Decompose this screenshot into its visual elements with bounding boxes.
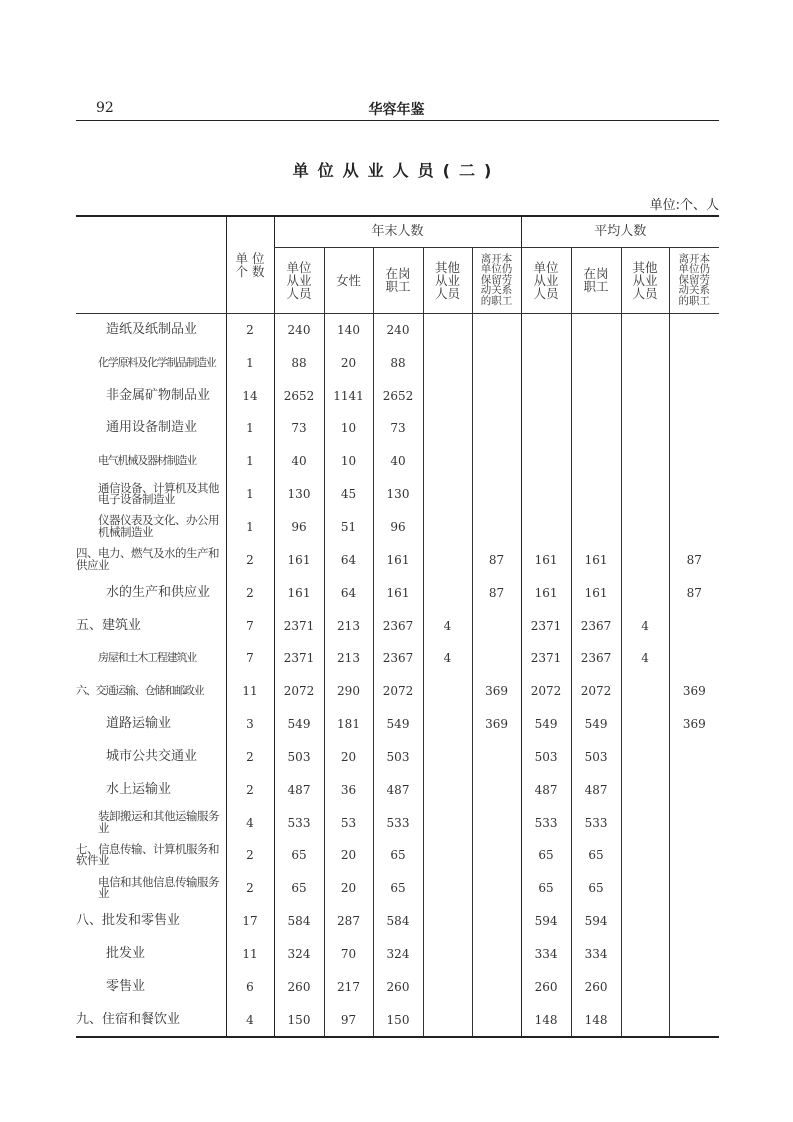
year_end-col-header: 离开本 单位仍 保留劳 动关系 的职工	[472, 247, 521, 313]
value-cell: 7	[226, 642, 274, 675]
table-row	[76, 511, 719, 544]
value-cell	[621, 938, 669, 971]
value-cell	[423, 839, 472, 872]
value-cell: 65	[571, 839, 621, 872]
table-row	[76, 938, 719, 971]
industry-name: 仪器仪表及文化、办公用机械制造业	[98, 513, 219, 539]
value-cell: 549	[571, 708, 621, 741]
value-cell: 88	[373, 346, 423, 379]
employment-table	[76, 215, 719, 1038]
value-cell: 70	[324, 938, 373, 971]
industry-name: 通信设备、计算机及其他电子设备制造业	[98, 480, 219, 507]
table-row	[76, 642, 719, 675]
industry-name: 房屋和土木工程建筑业	[98, 651, 196, 665]
table-row	[76, 872, 719, 905]
table-row	[76, 708, 719, 741]
industry-name: 零售业	[106, 978, 146, 994]
page-number: 92	[96, 100, 114, 116]
table-row	[76, 609, 719, 642]
value-cell	[472, 872, 521, 905]
value-cell: 150	[274, 1003, 324, 1037]
value-cell: 53	[324, 806, 373, 839]
value-cell: 4	[621, 642, 669, 675]
year_end-col-header: 单位 从业 人员	[274, 247, 324, 313]
value-cell: 2367	[373, 609, 423, 642]
year_end-col-header: 其他 从业 人员	[423, 247, 472, 313]
value-cell: 549	[521, 708, 571, 741]
value-cell: 290	[324, 675, 373, 708]
value-cell: 1	[226, 412, 274, 445]
value-cell: 1	[226, 478, 274, 511]
value-cell	[669, 872, 719, 905]
row-header-corner	[76, 216, 226, 313]
value-cell: 17	[226, 905, 274, 938]
value-cell: 2072	[373, 675, 423, 708]
value-cell	[521, 412, 571, 445]
table-title: 单位从业人员(二)	[292, 161, 501, 180]
value-cell	[472, 740, 521, 773]
industry-name: 装卸搬运和其他运输服务业	[98, 809, 219, 835]
value-cell: 6	[226, 970, 274, 1003]
value-cell	[472, 346, 521, 379]
value-cell: 4	[226, 1003, 274, 1037]
value-cell: 1	[226, 346, 274, 379]
value-cell: 594	[521, 905, 571, 938]
value-cell: 4	[423, 609, 472, 642]
value-cell: 40	[373, 445, 423, 478]
average-col-header: 离开本 单位仍 保留劳 动关系 的职工	[669, 247, 719, 313]
value-cell: 584	[274, 905, 324, 938]
value-cell: 2371	[521, 609, 571, 642]
value-cell	[621, 1003, 669, 1037]
value-cell	[669, 773, 719, 806]
value-cell	[571, 313, 621, 346]
value-cell	[472, 478, 521, 511]
value-cell: 45	[324, 478, 373, 511]
value-cell: 20	[324, 740, 373, 773]
value-cell: 260	[373, 970, 423, 1003]
table-row	[76, 740, 719, 773]
value-cell	[423, 576, 472, 609]
value-cell: 11	[226, 938, 274, 971]
value-cell: 36	[324, 773, 373, 806]
table-row	[76, 576, 719, 609]
value-cell	[621, 740, 669, 773]
value-cell: 64	[324, 576, 373, 609]
value-cell	[423, 905, 472, 938]
value-cell: 65	[571, 872, 621, 905]
table-row	[76, 412, 719, 445]
industry-name: 九、住宿和餐饮业	[76, 1011, 181, 1027]
value-cell: 2072	[521, 675, 571, 708]
value-cell: 324	[274, 938, 324, 971]
value-cell	[571, 511, 621, 544]
value-cell: 240	[274, 313, 324, 346]
value-cell	[472, 609, 521, 642]
value-cell: 213	[324, 642, 373, 675]
value-cell: 2072	[274, 675, 324, 708]
value-cell	[621, 511, 669, 544]
running-header: 华容年鉴	[368, 102, 425, 118]
industry-name: 水的生产和供应业	[106, 584, 211, 600]
value-cell	[423, 445, 472, 478]
header-unit-count: 单 位 个 数	[226, 216, 274, 313]
value-cell: 87	[472, 543, 521, 576]
year_end-col-header: 在岗 职工	[373, 247, 423, 313]
value-cell: 2	[226, 576, 274, 609]
value-cell	[621, 675, 669, 708]
value-cell: 65	[274, 839, 324, 872]
value-cell: 161	[373, 543, 423, 576]
value-cell: 240	[373, 313, 423, 346]
value-cell	[472, 839, 521, 872]
value-cell: 51	[324, 511, 373, 544]
header-year-end: 年末人数	[274, 216, 521, 247]
value-cell: 96	[373, 511, 423, 544]
value-cell	[472, 1003, 521, 1037]
value-cell: 148	[571, 1003, 621, 1037]
value-cell	[472, 773, 521, 806]
value-cell: 87	[669, 543, 719, 576]
value-cell	[621, 970, 669, 1003]
industry-name: 造纸及纸制品业	[106, 321, 198, 337]
header-rule	[76, 120, 719, 121]
value-cell: 3	[226, 708, 274, 741]
value-cell: 334	[571, 938, 621, 971]
value-cell: 161	[571, 543, 621, 576]
value-cell: 2	[226, 839, 274, 872]
table-row	[76, 313, 719, 346]
value-cell: 334	[521, 938, 571, 971]
value-cell: 549	[274, 708, 324, 741]
value-cell: 2	[226, 313, 274, 346]
value-cell: 148	[521, 1003, 571, 1037]
value-cell: 65	[373, 872, 423, 905]
value-cell: 10	[324, 412, 373, 445]
value-cell	[621, 773, 669, 806]
value-cell	[571, 379, 621, 412]
value-cell	[621, 379, 669, 412]
industry-name: 电信和其他信息传输服务业	[98, 874, 219, 901]
value-cell: 87	[669, 576, 719, 609]
value-cell: 64	[324, 543, 373, 576]
value-cell: 549	[373, 708, 423, 741]
table-row	[76, 773, 719, 806]
value-cell: 2367	[571, 609, 621, 642]
value-cell: 11	[226, 675, 274, 708]
value-cell	[423, 511, 472, 544]
table-row	[76, 839, 719, 872]
value-cell: 65	[521, 839, 571, 872]
value-cell	[423, 346, 472, 379]
value-cell	[571, 346, 621, 379]
value-cell	[571, 478, 621, 511]
value-cell	[669, 412, 719, 445]
value-cell: 260	[274, 970, 324, 1003]
value-cell: 503	[521, 740, 571, 773]
value-cell	[423, 806, 472, 839]
value-cell: 260	[571, 970, 621, 1003]
value-cell	[521, 346, 571, 379]
value-cell: 130	[373, 478, 423, 511]
value-cell: 96	[274, 511, 324, 544]
value-cell: 1	[226, 445, 274, 478]
value-cell: 161	[274, 576, 324, 609]
value-cell	[669, 806, 719, 839]
value-cell	[423, 1003, 472, 1037]
value-cell: 503	[274, 740, 324, 773]
industry-name: 通用设备制造业	[106, 420, 198, 436]
value-cell	[669, 970, 719, 1003]
value-cell: 487	[274, 773, 324, 806]
value-cell: 73	[373, 412, 423, 445]
value-cell: 20	[324, 839, 373, 872]
table-row	[76, 379, 719, 412]
value-cell: 161	[571, 576, 621, 609]
value-cell	[423, 543, 472, 576]
value-cell	[621, 445, 669, 478]
industry-name: 八、批发和零售业	[76, 913, 181, 929]
value-cell	[669, 478, 719, 511]
table-row	[76, 675, 719, 708]
value-cell	[472, 313, 521, 346]
value-cell: 2	[226, 740, 274, 773]
value-cell: 584	[373, 905, 423, 938]
unit-label: 单位:个、人	[649, 198, 719, 213]
value-cell	[669, 511, 719, 544]
value-cell: 181	[324, 708, 373, 741]
value-cell: 2	[226, 543, 274, 576]
value-cell: 88	[274, 346, 324, 379]
value-cell: 2	[226, 773, 274, 806]
value-cell	[621, 313, 669, 346]
year_end-col-header: 女性	[324, 247, 373, 313]
value-cell	[423, 740, 472, 773]
value-cell	[669, 346, 719, 379]
value-cell: 65	[521, 872, 571, 905]
industry-name: 化学原料及化学制品制造业	[98, 355, 216, 369]
value-cell	[621, 839, 669, 872]
value-cell	[472, 806, 521, 839]
industry-name: 批发业	[106, 945, 146, 961]
value-cell	[621, 346, 669, 379]
header-average: 平均人数	[521, 216, 719, 247]
value-cell	[621, 708, 669, 741]
value-cell	[472, 970, 521, 1003]
value-cell	[621, 543, 669, 576]
value-cell: 161	[274, 543, 324, 576]
value-cell: 65	[373, 839, 423, 872]
value-cell: 130	[274, 478, 324, 511]
industry-name: 四、电力、燃气及水的生产和供应业	[76, 546, 219, 572]
value-cell	[423, 773, 472, 806]
value-cell: 2371	[274, 609, 324, 642]
value-cell: 503	[373, 740, 423, 773]
value-cell: 2371	[521, 642, 571, 675]
value-cell: 533	[521, 806, 571, 839]
value-cell: 4	[226, 806, 274, 839]
value-cell: 2072	[571, 675, 621, 708]
table-row	[76, 445, 719, 478]
industry-name: 道路运输业	[106, 716, 172, 732]
value-cell	[621, 806, 669, 839]
value-cell: 2652	[274, 379, 324, 412]
value-cell: 97	[324, 1003, 373, 1037]
industry-name: 五、建筑业	[76, 617, 142, 633]
value-cell: 7	[226, 609, 274, 642]
value-cell: 503	[571, 740, 621, 773]
value-cell: 4	[423, 642, 472, 675]
value-cell: 65	[274, 872, 324, 905]
value-cell: 487	[571, 773, 621, 806]
value-cell	[472, 511, 521, 544]
value-cell: 324	[373, 938, 423, 971]
industry-name: 城市公共交通业	[106, 748, 198, 764]
value-cell	[423, 872, 472, 905]
average-col-header: 其他 从业 人员	[621, 247, 669, 313]
value-cell	[669, 379, 719, 412]
value-cell: 217	[324, 970, 373, 1003]
value-cell: 2371	[274, 642, 324, 675]
value-cell	[521, 379, 571, 412]
value-cell	[472, 412, 521, 445]
value-cell: 287	[324, 905, 373, 938]
value-cell	[621, 412, 669, 445]
value-cell	[621, 905, 669, 938]
industry-name: 非金属矿物制品业	[106, 387, 211, 403]
value-cell	[669, 1003, 719, 1037]
value-cell	[669, 445, 719, 478]
table-row	[76, 905, 719, 938]
value-cell: 161	[373, 576, 423, 609]
value-cell	[621, 872, 669, 905]
value-cell: 533	[571, 806, 621, 839]
average-col-header: 在岗 职工	[571, 247, 621, 313]
value-cell	[472, 938, 521, 971]
value-cell: 87	[472, 576, 521, 609]
table-row	[76, 970, 719, 1003]
value-cell	[423, 379, 472, 412]
value-cell	[669, 839, 719, 872]
value-cell	[669, 609, 719, 642]
value-cell: 2367	[373, 642, 423, 675]
value-cell	[621, 478, 669, 511]
value-cell: 14	[226, 379, 274, 412]
average-col-header: 单位 从业 人员	[521, 247, 571, 313]
value-cell	[423, 478, 472, 511]
value-cell: 533	[274, 806, 324, 839]
value-cell: 487	[521, 773, 571, 806]
table-row	[76, 478, 719, 511]
value-cell: 40	[274, 445, 324, 478]
value-cell: 213	[324, 609, 373, 642]
value-cell: 1141	[324, 379, 373, 412]
value-cell	[571, 445, 621, 478]
value-cell: 369	[472, 675, 521, 708]
value-cell	[472, 445, 521, 478]
value-cell: 150	[373, 1003, 423, 1037]
value-cell: 2367	[571, 642, 621, 675]
table-row	[76, 543, 719, 576]
value-cell: 4	[621, 609, 669, 642]
value-cell: 369	[669, 675, 719, 708]
value-cell: 1	[226, 511, 274, 544]
value-cell	[521, 478, 571, 511]
value-cell	[669, 313, 719, 346]
value-cell	[521, 313, 571, 346]
value-cell: 369	[669, 708, 719, 741]
industry-name: 水上运输业	[106, 781, 172, 797]
value-cell: 2652	[373, 379, 423, 412]
value-cell: 2	[226, 872, 274, 905]
value-cell: 260	[521, 970, 571, 1003]
value-cell	[521, 511, 571, 544]
value-cell: 140	[324, 313, 373, 346]
value-cell	[423, 938, 472, 971]
value-cell	[521, 445, 571, 478]
value-cell: 10	[324, 445, 373, 478]
value-cell	[472, 642, 521, 675]
value-cell: 533	[373, 806, 423, 839]
value-cell	[669, 905, 719, 938]
value-cell	[571, 412, 621, 445]
table-row	[76, 346, 719, 379]
value-cell	[423, 970, 472, 1003]
value-cell: 73	[274, 412, 324, 445]
value-cell	[423, 412, 472, 445]
value-cell: 369	[472, 708, 521, 741]
value-cell	[669, 740, 719, 773]
value-cell: 487	[373, 773, 423, 806]
value-cell	[669, 938, 719, 971]
value-cell	[669, 642, 719, 675]
industry-name: 六、交通运输、仓储和邮政业	[76, 684, 204, 698]
industry-name: 七、信息传输、计算机服务和软件业	[76, 841, 219, 868]
value-cell: 20	[324, 872, 373, 905]
value-cell: 20	[324, 346, 373, 379]
value-cell	[472, 379, 521, 412]
value-cell: 161	[521, 543, 571, 576]
value-cell: 161	[521, 576, 571, 609]
value-cell	[621, 576, 669, 609]
value-cell	[472, 905, 521, 938]
table-row	[76, 1003, 719, 1037]
industry-name: 电气机械及器材制造业	[98, 454, 196, 468]
value-cell	[423, 313, 472, 346]
table-row	[76, 806, 719, 839]
value-cell	[423, 708, 472, 741]
value-cell: 594	[571, 905, 621, 938]
value-cell	[423, 675, 472, 708]
